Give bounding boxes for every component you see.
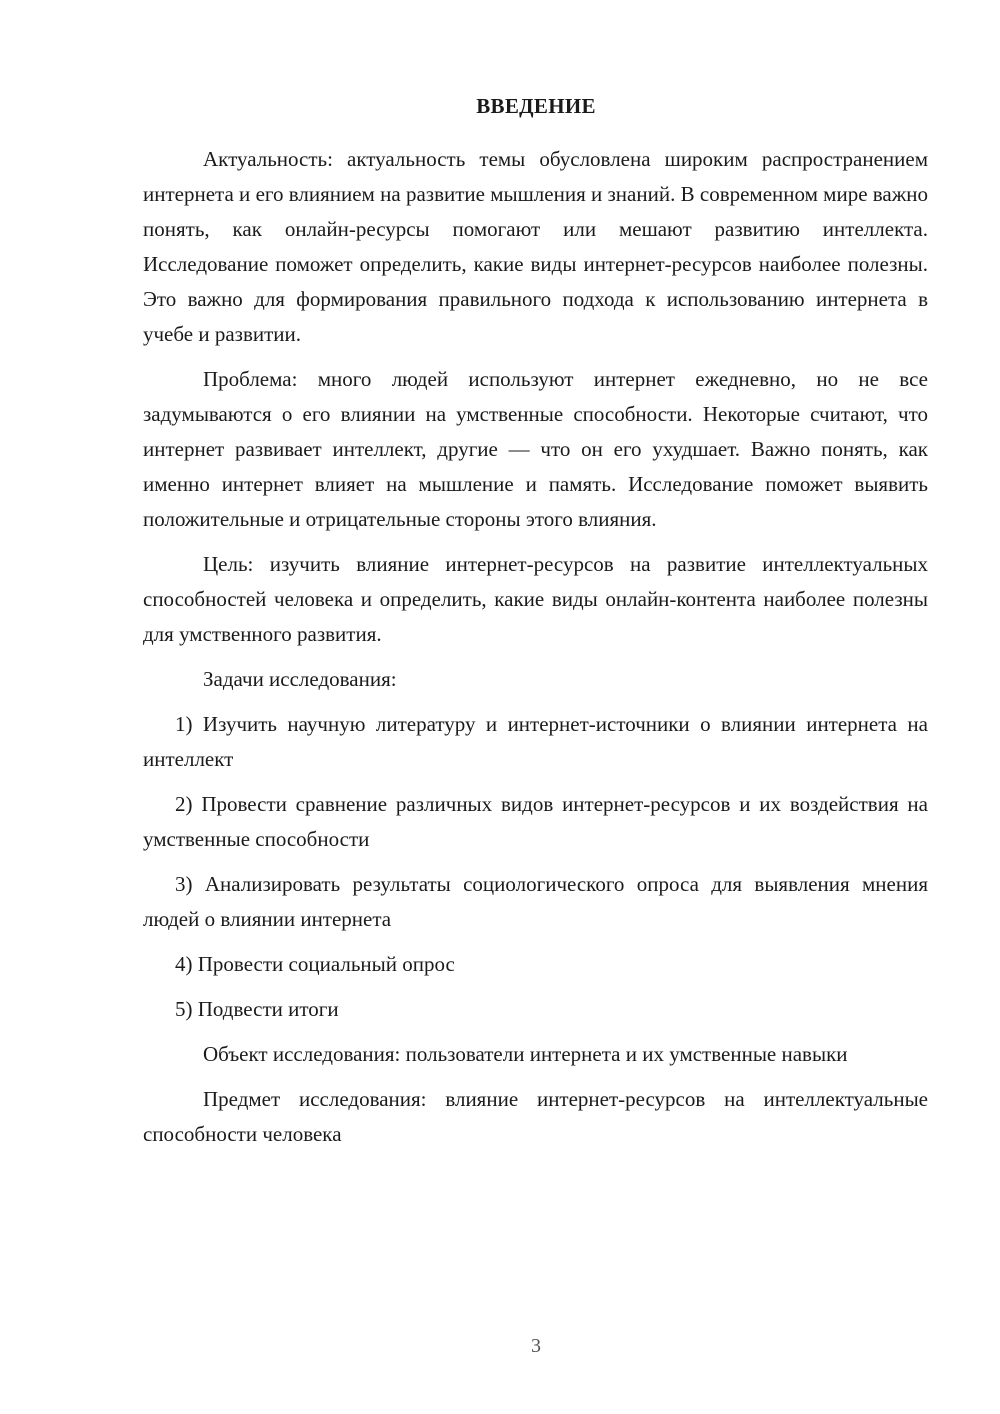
task-item: 5) Подвести итоги [175,997,339,1021]
task-item: 2) Провести сравнение различных видов интернет-ресурсов и их воздействия на умственные способности [143,792,928,851]
task-item: 4) Провести социальный опрос [175,952,455,976]
page-number: 3 [531,1335,541,1357]
problem-paragraph: Проблема: много людей используют интернет ежедневно, но не все задумываются о его влиянии на умственные способности. Некоторые считают, что интернет развивает интеллект, другие — что он его ухудшает. Важно понять, как именно интернет влияет на мышление и память. Исследование поможет выявить положительные и отрицательные стороны этого влияния. [143,367,928,531]
section-heading: ВВЕДЕНИЕ [476,94,596,118]
object-paragraph: Объект исследования: пользователи интернета и их умственные навыки [203,1042,848,1066]
document-body [143,142,928,1162]
goal-paragraph: Цель: изучить влияние интернет-ресурсов на развитие интеллектуальных способностей человека и определить, какие виды онлайн-контента наиболее полезны для умственного развития. [143,552,928,646]
task-item: 1) Изучить научную литературу и интернет-источники о влиянии интернета на интеллект [143,712,928,771]
task-item: 3) Анализировать результаты социологического опроса для выявления мнения людей о влиянии интернета [143,872,928,931]
subject-paragraph: Предмет исследования: влияние интернет-ресурсов на интеллектуальные способности человека [143,1087,928,1146]
tasks-heading: Задачи исследования: [203,667,397,691]
relevance-paragraph: Актуальность: актуальность темы обусловлена широким распространением интернета и его влиянием на развитие мышления и знаний. В современном мире важно понять, как онлайн-ресурсы помогают или мешают развитию интеллекта. Исследование поможет определить, какие виды интернет-ресурсов наиболее полезны. Это важно для формирования правильного подхода к использованию интернета в учебе и развитии. [143,147,928,346]
